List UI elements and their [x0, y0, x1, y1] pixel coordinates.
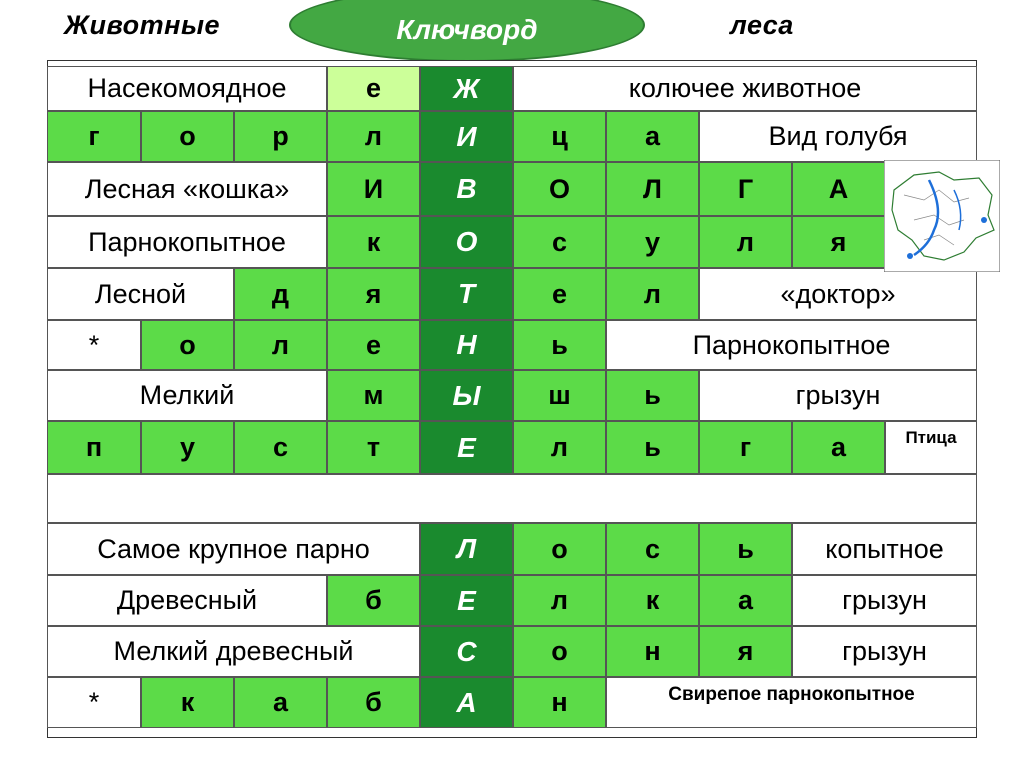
- letter-cell: с: [234, 421, 327, 474]
- clue-cell: Древесный: [47, 575, 327, 626]
- letter-cell: г: [47, 111, 141, 162]
- key-letter-cell: О: [420, 216, 513, 268]
- clue-cell: Вид голубя: [699, 111, 977, 162]
- letter-cell: н: [513, 677, 606, 728]
- title-animals: Животные: [64, 10, 221, 40]
- letter-cell: а: [234, 677, 327, 728]
- key-letter-cell: И: [420, 111, 513, 162]
- clue-cell: Свирепое парнокопытное: [606, 677, 977, 728]
- letter-cell: о: [513, 523, 606, 575]
- clue-cell: копытное: [792, 523, 977, 575]
- key-letter-cell: Л: [420, 523, 513, 575]
- key-letter-cell: Т: [420, 268, 513, 320]
- key-letter-cell: Ж: [420, 66, 513, 111]
- clue-cell: *: [47, 320, 141, 370]
- key-letter-cell: В: [420, 162, 513, 216]
- letter-cell: с: [606, 523, 699, 575]
- clue-cell: Самое крупное парно: [47, 523, 420, 575]
- letter-cell: п: [47, 421, 141, 474]
- letter-cell: е: [513, 268, 606, 320]
- key-letter-cell: А: [420, 677, 513, 728]
- letter-cell: ш: [513, 370, 606, 421]
- clue-cell: [47, 474, 977, 523]
- letter-cell: о: [141, 320, 234, 370]
- clue-cell: Мелкий: [47, 370, 327, 421]
- letter-cell: к: [141, 677, 234, 728]
- letter-cell: ь: [606, 370, 699, 421]
- letter-cell: И: [327, 162, 420, 216]
- letter-cell: л: [513, 575, 606, 626]
- letter-cell: я: [327, 268, 420, 320]
- letter-cell: г: [699, 421, 792, 474]
- title-forest: леса: [730, 10, 794, 40]
- region-map-icon: [884, 160, 1000, 272]
- letter-cell: я: [699, 626, 792, 677]
- key-letter-cell: Ы: [420, 370, 513, 421]
- key-letter-cell: Н: [420, 320, 513, 370]
- letter-cell: е: [327, 66, 420, 111]
- letter-cell: Г: [699, 162, 792, 216]
- clue-cell: Парнокопытное: [606, 320, 977, 370]
- letter-cell: я: [792, 216, 885, 268]
- letter-cell: а: [699, 575, 792, 626]
- key-letter-cell: Е: [420, 421, 513, 474]
- clue-cell: грызун: [792, 575, 977, 626]
- clue-cell: Парнокопытное: [47, 216, 327, 268]
- clue-cell: грызун: [792, 626, 977, 677]
- letter-cell: л: [513, 421, 606, 474]
- letter-cell: о: [141, 111, 234, 162]
- letter-cell: к: [327, 216, 420, 268]
- clue-cell: «доктор»: [699, 268, 977, 320]
- clue-cell: грызун: [699, 370, 977, 421]
- letter-cell: б: [327, 575, 420, 626]
- letter-cell: к: [606, 575, 699, 626]
- letter-cell: О: [513, 162, 606, 216]
- clue-cell: Лесной: [47, 268, 234, 320]
- letter-cell: ь: [699, 523, 792, 575]
- letter-cell: Л: [606, 162, 699, 216]
- clue-cell: Лесная «кошка»: [47, 162, 327, 216]
- letter-cell: т: [327, 421, 420, 474]
- letter-cell: л: [699, 216, 792, 268]
- key-letter-cell: С: [420, 626, 513, 677]
- letter-cell: б: [327, 677, 420, 728]
- letter-cell: а: [606, 111, 699, 162]
- keyword-label: Ключворд: [396, 14, 538, 45]
- letter-cell: о: [513, 626, 606, 677]
- letter-cell: у: [606, 216, 699, 268]
- key-letter-cell: Е: [420, 575, 513, 626]
- letter-cell: с: [513, 216, 606, 268]
- letter-cell: ц: [513, 111, 606, 162]
- letter-cell: А: [792, 162, 885, 216]
- letter-cell: а: [792, 421, 885, 474]
- clue-cell: Птица: [885, 421, 977, 474]
- letter-cell: ь: [513, 320, 606, 370]
- letter-cell: м: [327, 370, 420, 421]
- letter-cell: н: [606, 626, 699, 677]
- letter-cell: у: [141, 421, 234, 474]
- letter-cell: ь: [606, 421, 699, 474]
- letter-cell: д: [234, 268, 327, 320]
- clue-cell: *: [47, 677, 141, 728]
- letter-cell: р: [234, 111, 327, 162]
- letter-cell: л: [606, 268, 699, 320]
- letter-cell: л: [327, 111, 420, 162]
- letter-cell: л: [234, 320, 327, 370]
- letter-cell: е: [327, 320, 420, 370]
- clue-cell: колючее животное: [513, 66, 977, 111]
- clue-cell: Насекомоядное: [47, 66, 327, 111]
- clue-cell: Мелкий древесный: [47, 626, 420, 677]
